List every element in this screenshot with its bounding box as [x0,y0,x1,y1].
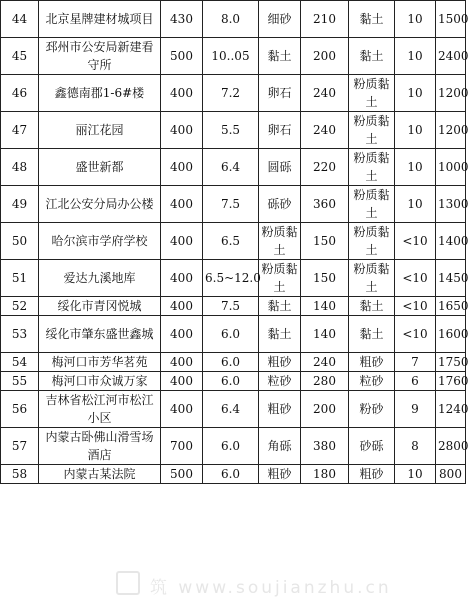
cell-c1: 400 [161,112,203,149]
cell-c5: 粉质黏土 [349,260,395,297]
cell-no: 52 [1,297,39,316]
cell-c3: 粗砂 [259,353,301,372]
cell-c6: <10 [395,223,436,260]
cell-name: 吉林省松江河市松江小区 [39,391,161,428]
cell-no: 56 [1,391,39,428]
cell-c7: 1400 [436,223,466,260]
cell-c2: 6.0 [203,428,259,465]
cell-c5: 粗砂 [349,465,395,484]
table-row [1,75,466,112]
cell-c3: 粗砂 [259,391,301,428]
cell-c4: 210 [301,1,349,38]
watermark-text: 筑 www.soujianzhu.cn [150,578,392,598]
cell-c4: 280 [301,372,349,391]
cell-c7: 1500 [436,1,466,38]
cell-c1: 700 [161,428,203,465]
cell-c5: 粉质黏土 [349,149,395,186]
cell-c1: 400 [161,372,203,391]
cell-c2: 10..05 [203,38,259,75]
cell-no: 58 [1,465,39,484]
cell-name: 哈尔滨市学府学校 [39,223,161,260]
cell-c2: 7.5 [203,186,259,223]
cell-c2: 6.0 [203,465,259,484]
cell-c7: 1750 [436,353,466,372]
cell-c4: 240 [301,75,349,112]
table-row [1,260,466,297]
cell-c7: 1760 [436,372,466,391]
cell-c4: 200 [301,38,349,75]
cell-c1: 400 [161,186,203,223]
cell-c3: 砾砂 [259,186,301,223]
cell-c4: 150 [301,260,349,297]
cell-c5: 砂砾 [349,428,395,465]
cell-c1: 400 [161,316,203,353]
cell-c7: 1200 [436,112,466,149]
cell-c6: 10 [395,186,436,223]
cell-c2: 6.5 [203,223,259,260]
cell-c2: 6.0 [203,316,259,353]
cell-c2: 6.4 [203,149,259,186]
cell-c2: 6.4 [203,391,259,428]
cell-c3: 黏土 [259,38,301,75]
cell-c1: 400 [161,297,203,316]
cell-c3: 角砾 [259,428,301,465]
cell-c6: <10 [395,316,436,353]
cell-c2: 7.2 [203,75,259,112]
cell-no: 44 [1,1,39,38]
cell-no: 48 [1,149,39,186]
cell-c1: 500 [161,38,203,75]
cell-c5: 黏土 [349,38,395,75]
cell-c6: 10 [395,112,436,149]
cell-no: 49 [1,186,39,223]
cell-c1: 400 [161,260,203,297]
cell-c4: 220 [301,149,349,186]
cell-name: 梅河口市芳华茗苑 [39,353,161,372]
cell-c7: 2400 [436,38,466,75]
cell-c2: 5.5 [203,112,259,149]
table-row [1,353,466,372]
cell-c1: 400 [161,75,203,112]
cell-c6: <10 [395,297,436,316]
table-row [1,316,466,353]
cell-c7: 1600 [436,316,466,353]
cell-c6: 10 [395,1,436,38]
cell-c5: 黏土 [349,316,395,353]
cell-c5: 粒砂 [349,372,395,391]
table-row [1,1,466,38]
cell-c6: 6 [395,372,436,391]
cell-name: 内蒙古卧佛山滑雪场酒店 [39,428,161,465]
cell-c3: 粒砂 [259,372,301,391]
cell-c7: 800 [436,465,466,484]
cell-c7: 1200 [436,75,466,112]
cell-name: 丽江花园 [39,112,161,149]
watermark-logo-icon [116,571,140,595]
cell-c5: 粗砂 [349,353,395,372]
table-row [1,38,466,75]
cell-c5: 粉质黏土 [349,112,395,149]
cell-name: 绥化市青冈悦城 [39,297,161,316]
cell-c3: 卵石 [259,112,301,149]
cell-c5: 黏土 [349,297,395,316]
cell-name: 爱达九溪地库 [39,260,161,297]
cell-name: 盛世新都 [39,149,161,186]
cell-c7: 1240 [436,391,466,428]
cell-c7: 1450 [436,260,466,297]
cell-c1: 400 [161,149,203,186]
cell-c4: 140 [301,297,349,316]
cell-c1: 430 [161,1,203,38]
table-row [1,112,466,149]
cell-name: 北京星牌建材城项目 [39,1,161,38]
cell-c3: 细砂 [259,1,301,38]
cell-c2: 6.0 [203,353,259,372]
cell-no: 47 [1,112,39,149]
cell-c4: 380 [301,428,349,465]
cell-c6: 7 [395,353,436,372]
cell-c4: 240 [301,112,349,149]
cell-name: 绥化市肇东盛世鑫城 [39,316,161,353]
cell-c2: 6.5~12.0 [203,260,259,297]
cell-name: 内蒙古某法院 [39,465,161,484]
cell-c3: 粉质黏土 [259,260,301,297]
cell-c3: 黏土 [259,316,301,353]
table-row [1,223,466,260]
cell-name: 梅河口市众诚万家 [39,372,161,391]
cell-no: 46 [1,75,39,112]
cell-c4: 150 [301,223,349,260]
cell-c6: 10 [395,75,436,112]
cell-c3: 粉质黏土 [259,223,301,260]
cell-c3: 卵石 [259,75,301,112]
table-row [1,186,466,223]
table-row [1,372,466,391]
cell-c1: 400 [161,223,203,260]
cell-name: 江北公安分局办公楼 [39,186,161,223]
cell-no: 51 [1,260,39,297]
cell-c2: 6.0 [203,372,259,391]
cell-c6: <10 [395,260,436,297]
cell-c4: 360 [301,186,349,223]
cell-no: 50 [1,223,39,260]
table-row [1,465,466,484]
cell-c1: 500 [161,465,203,484]
cell-c5: 黏土 [349,1,395,38]
cell-c6: 10 [395,465,436,484]
table-row [1,391,466,428]
cell-no: 54 [1,353,39,372]
cell-c5: 粉质黏土 [349,223,395,260]
cell-c2: 7.5 [203,297,259,316]
cell-c6: 9 [395,391,436,428]
cell-c3: 圆砾 [259,149,301,186]
cell-c7: 1000 [436,149,466,186]
cell-name: 邳州市公安局新建看守所 [39,38,161,75]
cell-name: 鑫德南郡1-6#楼 [39,75,161,112]
cell-c5: 粉质黏土 [349,75,395,112]
cell-c4: 140 [301,316,349,353]
cell-c6: 10 [395,149,436,186]
cell-no: 55 [1,372,39,391]
table-row [1,149,466,186]
cell-c7: 1650 [436,297,466,316]
cell-c4: 200 [301,391,349,428]
cell-no: 57 [1,428,39,465]
cell-c3: 粗砂 [259,465,301,484]
cell-c2: 8.0 [203,1,259,38]
cell-no: 53 [1,316,39,353]
table-body [1,1,469,484]
cell-c5: 粉砂 [349,391,395,428]
cell-c3: 黏土 [259,297,301,316]
cell-c1: 400 [161,353,203,372]
cell-no: 45 [1,38,39,75]
cell-c6: 8 [395,428,436,465]
cell-c6: 10 [395,38,436,75]
cell-c7: 1300 [436,186,466,223]
table-row [1,428,466,465]
cell-c1: 400 [161,391,203,428]
cell-c4: 240 [301,353,349,372]
table-row [1,297,466,316]
cell-c5: 粉质黏土 [349,186,395,223]
cell-c4: 180 [301,465,349,484]
cell-c7: 2800 [436,428,466,465]
